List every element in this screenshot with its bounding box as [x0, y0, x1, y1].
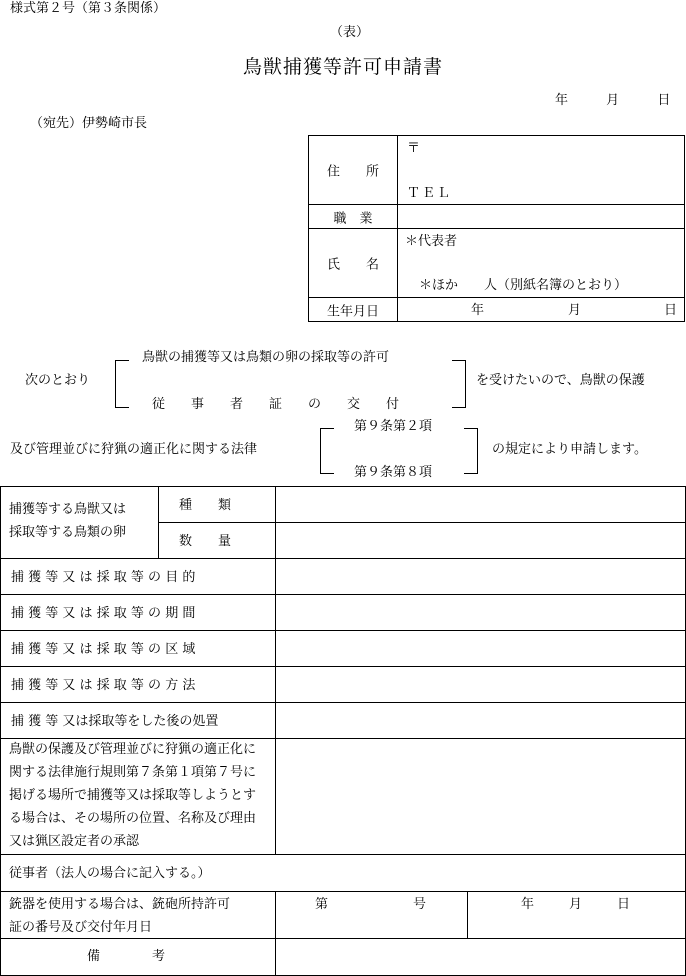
name-row [308, 228, 685, 298]
period-field[interactable] [277, 596, 685, 629]
gun-label-1: 銃器を使用する場合は、銃砲所持許可 [9, 897, 231, 912]
gun-number-suffix: 号 [413, 897, 427, 912]
birthdate-label: 生年月日 [326, 304, 379, 319]
method-field[interactable] [277, 668, 685, 701]
others-note: ＊ほか 人（別紙名簿のとおり） [419, 278, 628, 293]
birthdate-row [308, 297, 685, 322]
addressee: （宛先）伊勢崎市長 [30, 116, 148, 131]
place-label-4: る場合は、その場所の位置、名称及び理由 [9, 811, 257, 826]
birth-month-label: 月 [568, 303, 582, 318]
area-label: 捕 獲 等 又 は 採 取 等 の 区 域 [11, 642, 196, 657]
occupation-row [308, 204, 685, 229]
gun-day-label: 日 [617, 897, 631, 912]
place-label-5: 又は猟区設定者の承認 [9, 834, 140, 849]
birth-year-label: 年 [471, 303, 485, 318]
gun-number-field[interactable] [331, 892, 409, 937]
workers-field[interactable] [277, 856, 685, 890]
bracket-right [452, 360, 466, 408]
address-field[interactable] [429, 136, 684, 204]
statement-end: の規定により申請します。 [492, 442, 647, 457]
date-day-label: 日 [657, 93, 671, 108]
disposal-label: 捕 獲 等 又は採取等をした後の処置 [11, 714, 219, 729]
article-bracket-right [464, 428, 478, 474]
application-table [0, 486, 686, 976]
disposal-field[interactable] [277, 704, 685, 737]
place-label-3: 掲げる場所で捕獲等又は採取等しようとす [9, 788, 257, 803]
postal-mark: 〒 [407, 141, 421, 156]
date-year-label: 年 [555, 93, 569, 108]
law-name: 及び管理並びに狩猟の適正化に関する法律 [10, 442, 258, 457]
gun-number-prefix: 第 [315, 897, 329, 912]
form-number: 様式第２号（第３条関係） [10, 1, 167, 16]
gun-month-label: 月 [569, 897, 583, 912]
date-month-label: 月 [606, 93, 620, 108]
applicant-box [308, 135, 685, 322]
quantity-field[interactable] [277, 524, 685, 557]
option-permit[interactable]: 鳥獣の捕獲等又は鳥類の卵の採取等の許可 [142, 350, 390, 365]
kind-field[interactable] [277, 488, 685, 521]
page-title: 鳥獣捕獲等許可申請書 [242, 56, 443, 78]
gun-label-2: 証の番号及び交付年月日 [9, 920, 153, 935]
place-field[interactable] [277, 740, 685, 853]
place-label-2: 関する法律施行規則第７条第１項第７号に [9, 765, 257, 780]
species-group-label-1: 捕獲等する鳥獣又は [9, 502, 127, 517]
option-certificate[interactable]: 従 事 者 証 の 交 付 [152, 397, 400, 412]
remarks-field[interactable] [277, 940, 685, 975]
purpose-field[interactable] [277, 560, 685, 593]
side-label: （表） [330, 25, 370, 40]
statement-suffix: を受けたいので、鳥獣の保護 [476, 373, 645, 388]
article-9-2[interactable]: 第９条第２項 [354, 419, 433, 434]
gun-year-label: 年 [521, 897, 535, 912]
name-label: 氏 名 [326, 257, 379, 273]
application-date[interactable] [555, 94, 670, 107]
remarks-label: 備 考 [87, 949, 166, 964]
purpose-label: 捕 獲 等 又 は 採 取 等 の 目 的 [11, 570, 196, 585]
period-label: 捕 獲 等 又 は 採 取 等 の 期 間 [11, 606, 196, 621]
workers-label: 従事者（法人の場合に記入する。） [9, 866, 211, 881]
area-field[interactable] [277, 632, 685, 665]
birth-day-label: 日 [664, 303, 678, 318]
statement-prefix: 次のとおり [25, 373, 91, 388]
representative-label: ＊代表者 [405, 234, 458, 249]
quantity-label: 数 量 [179, 534, 232, 549]
tel-label: ＴＥＬ [407, 186, 453, 201]
kind-label: 種 類 [179, 498, 232, 513]
place-label-1: 鳥獣の保護及び管理並びに狩猟の適正化に [9, 742, 257, 757]
method-label: 捕 獲 等 又 は 採 取 等 の 方 法 [11, 678, 196, 693]
occupation-label: 職 業 [333, 211, 373, 226]
address-row [308, 135, 685, 205]
article-9-8[interactable]: 第９条第８項 [354, 465, 433, 480]
address-label: 住 所 [326, 164, 379, 180]
occupation-field[interactable] [398, 205, 684, 228]
name-field[interactable] [469, 229, 684, 269]
article-bracket-left [320, 428, 334, 474]
species-group-label-2: 採取等する鳥類の卵 [9, 525, 127, 540]
bracket-left [115, 360, 129, 408]
